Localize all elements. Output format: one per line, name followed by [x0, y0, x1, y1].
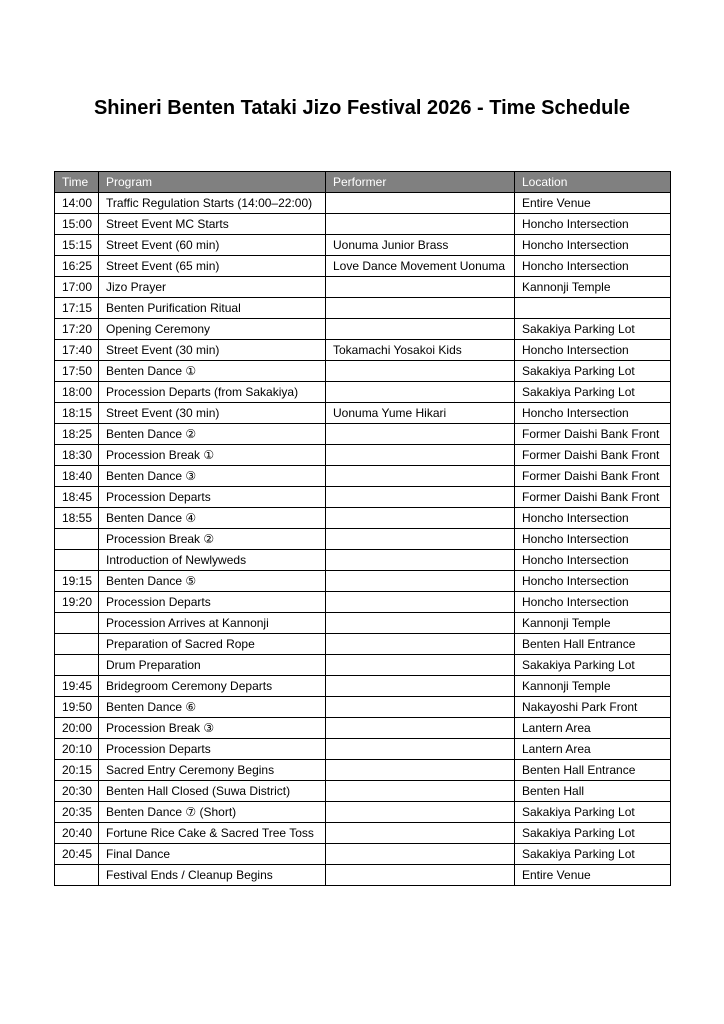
cell-location: Honcho Intersection: [515, 571, 671, 592]
table-row: [55, 739, 671, 760]
cell-performer: [326, 844, 515, 865]
cell-location: Sakakiya Parking Lot: [515, 319, 671, 340]
cell-location: Honcho Intersection: [515, 256, 671, 277]
cell-program: Drum Preparation: [99, 655, 326, 676]
cell-performer: [326, 592, 515, 613]
cell-location: Lantern Area: [515, 718, 671, 739]
table-row: [55, 466, 671, 487]
cell-time: [55, 613, 99, 634]
table-row: [55, 844, 671, 865]
table-row: [55, 781, 671, 802]
cell-location: Sakakiya Parking Lot: [515, 823, 671, 844]
cell-location: Honcho Intersection: [515, 529, 671, 550]
cell-time: 14:00: [55, 193, 99, 214]
cell-location: Sakakiya Parking Lot: [515, 361, 671, 382]
cell-time: 18:40: [55, 466, 99, 487]
table-row: [55, 592, 671, 613]
cell-program: Introduction of Newlyweds: [99, 550, 326, 571]
table-row: [55, 298, 671, 319]
cell-time: 19:15: [55, 571, 99, 592]
cell-program: Procession Break ①: [99, 445, 326, 466]
table-row: [55, 571, 671, 592]
table-row: [55, 865, 671, 886]
cell-time: [55, 655, 99, 676]
cell-location: Benten Hall Entrance: [515, 760, 671, 781]
cell-program: Procession Departs: [99, 739, 326, 760]
cell-location: Honcho Intersection: [515, 235, 671, 256]
cell-time: 15:00: [55, 214, 99, 235]
cell-location: Kannonji Temple: [515, 676, 671, 697]
cell-performer: [326, 361, 515, 382]
cell-time: [55, 634, 99, 655]
cell-location: Sakakiya Parking Lot: [515, 844, 671, 865]
cell-program: Traffic Regulation Starts (14:00–22:00): [99, 193, 326, 214]
table-row: [55, 403, 671, 424]
cell-program: Jizo Prayer: [99, 277, 326, 298]
cell-program: Preparation of Sacred Rope: [99, 634, 326, 655]
cell-location: Sakakiya Parking Lot: [515, 655, 671, 676]
table-row: [55, 802, 671, 823]
cell-performer: [326, 529, 515, 550]
cell-time: 20:35: [55, 802, 99, 823]
cell-time: 19:50: [55, 697, 99, 718]
cell-program: Benten Dance ⑦ (Short): [99, 802, 326, 823]
cell-location: Honcho Intersection: [515, 214, 671, 235]
cell-time: 17:00: [55, 277, 99, 298]
table-header-row: [55, 172, 671, 193]
table-row: [55, 424, 671, 445]
cell-program: Benten Dance ①: [99, 361, 326, 382]
cell-performer: [326, 739, 515, 760]
cell-performer: Tokamachi Yosakoi Kids: [326, 340, 515, 361]
cell-performer: [326, 487, 515, 508]
cell-program: Street Event (30 min): [99, 403, 326, 424]
cell-location: Honcho Intersection: [515, 508, 671, 529]
cell-program: Bridegroom Ceremony Departs: [99, 676, 326, 697]
cell-location: Lantern Area: [515, 739, 671, 760]
cell-location: Honcho Intersection: [515, 340, 671, 361]
table-row: [55, 340, 671, 361]
cell-program: Benten Dance ④: [99, 508, 326, 529]
cell-program: Procession Arrives at Kannonji: [99, 613, 326, 634]
cell-time: 18:15: [55, 403, 99, 424]
table-row: [55, 760, 671, 781]
cell-program: Procession Departs: [99, 487, 326, 508]
cell-time: [55, 550, 99, 571]
table-row: [55, 445, 671, 466]
cell-location: Former Daishi Bank Front: [515, 424, 671, 445]
cell-location: Sakakiya Parking Lot: [515, 802, 671, 823]
cell-location: Entire Venue: [515, 865, 671, 886]
cell-time: [55, 529, 99, 550]
cell-time: 17:50: [55, 361, 99, 382]
table-row: [55, 676, 671, 697]
table-row: [55, 613, 671, 634]
cell-performer: [326, 676, 515, 697]
cell-location: Honcho Intersection: [515, 550, 671, 571]
cell-performer: [326, 277, 515, 298]
table-row: [55, 634, 671, 655]
cell-program: Benten Dance ⑤: [99, 571, 326, 592]
cell-time: 19:45: [55, 676, 99, 697]
cell-performer: [326, 214, 515, 235]
cell-time: 19:20: [55, 592, 99, 613]
cell-location: Former Daishi Bank Front: [515, 487, 671, 508]
cell-program: Benten Dance ⑥: [99, 697, 326, 718]
cell-performer: [326, 382, 515, 403]
table-row: [55, 256, 671, 277]
cell-time: 18:30: [55, 445, 99, 466]
schedule-table-body: [55, 193, 671, 886]
cell-time: 20:30: [55, 781, 99, 802]
cell-time: 17:15: [55, 298, 99, 319]
cell-performer: [326, 802, 515, 823]
table-row: [55, 487, 671, 508]
table-row: [55, 823, 671, 844]
table-row: [55, 718, 671, 739]
cell-time: 20:15: [55, 760, 99, 781]
cell-performer: [326, 718, 515, 739]
cell-location: Benten Hall Entrance: [515, 634, 671, 655]
column-header-time: Time: [55, 172, 99, 193]
cell-program: Benten Purification Ritual: [99, 298, 326, 319]
cell-performer: Uonuma Yume Hikari: [326, 403, 515, 424]
cell-location: Honcho Intersection: [515, 403, 671, 424]
cell-location: Sakakiya Parking Lot: [515, 382, 671, 403]
cell-performer: [326, 193, 515, 214]
page-title: Shineri Benten Tataki Jizo Festival 2026 - Time Schedule: [93, 97, 631, 119]
cell-location: Kannonji Temple: [515, 613, 671, 634]
cell-performer: [326, 697, 515, 718]
cell-performer: [326, 655, 515, 676]
column-header-location: Location: [515, 172, 671, 193]
cell-performer: [326, 298, 515, 319]
cell-time: 20:00: [55, 718, 99, 739]
table-row: [55, 529, 671, 550]
column-header-program: Program: [99, 172, 326, 193]
cell-location: Benten Hall: [515, 781, 671, 802]
cell-program: Procession Break ③: [99, 718, 326, 739]
table-row: [55, 277, 671, 298]
cell-program: Fortune Rice Cake & Sacred Tree Toss: [99, 823, 326, 844]
cell-location: [515, 298, 671, 319]
cell-program: Opening Ceremony: [99, 319, 326, 340]
cell-performer: [326, 319, 515, 340]
cell-time: 20:45: [55, 844, 99, 865]
cell-program: Benten Dance ③: [99, 466, 326, 487]
table-row: [55, 655, 671, 676]
cell-time: 18:00: [55, 382, 99, 403]
table-row: [55, 697, 671, 718]
cell-performer: [326, 571, 515, 592]
cell-program: Benten Dance ②: [99, 424, 326, 445]
table-row: [55, 235, 671, 256]
cell-performer: Uonuma Junior Brass: [326, 235, 515, 256]
cell-performer: [326, 466, 515, 487]
cell-program: Festival Ends / Cleanup Begins: [99, 865, 326, 886]
cell-time: 16:25: [55, 256, 99, 277]
cell-time: 18:25: [55, 424, 99, 445]
cell-program: Street Event (30 min): [99, 340, 326, 361]
cell-location: Entire Venue: [515, 193, 671, 214]
cell-location: Kannonji Temple: [515, 277, 671, 298]
cell-time: 20:40: [55, 823, 99, 844]
cell-program: Procession Departs (from Sakakiya): [99, 382, 326, 403]
cell-performer: Love Dance Movement Uonuma: [326, 256, 515, 277]
cell-performer: [326, 781, 515, 802]
cell-program: Street Event (60 min): [99, 235, 326, 256]
cell-program: Procession Break ②: [99, 529, 326, 550]
cell-time: [55, 865, 99, 886]
cell-location: Honcho Intersection: [515, 592, 671, 613]
schedule-table: [54, 171, 671, 886]
cell-performer: [326, 823, 515, 844]
cell-performer: [326, 865, 515, 886]
cell-performer: [326, 760, 515, 781]
cell-location: Former Daishi Bank Front: [515, 466, 671, 487]
table-row: [55, 508, 671, 529]
cell-location: Former Daishi Bank Front: [515, 445, 671, 466]
cell-performer: [326, 613, 515, 634]
cell-time: 17:40: [55, 340, 99, 361]
table-row: [55, 214, 671, 235]
cell-performer: [326, 445, 515, 466]
cell-location: Nakayoshi Park Front: [515, 697, 671, 718]
cell-program: Street Event (65 min): [99, 256, 326, 277]
cell-performer: [326, 550, 515, 571]
cell-performer: [326, 424, 515, 445]
cell-time: 20:10: [55, 739, 99, 760]
cell-time: 18:45: [55, 487, 99, 508]
cell-program: Final Dance: [99, 844, 326, 865]
column-header-performer: Performer: [326, 172, 515, 193]
table-row: [55, 319, 671, 340]
cell-time: 15:15: [55, 235, 99, 256]
cell-program: Sacred Entry Ceremony Begins: [99, 760, 326, 781]
cell-time: 17:20: [55, 319, 99, 340]
table-row: [55, 550, 671, 571]
table-row: [55, 193, 671, 214]
cell-performer: [326, 634, 515, 655]
cell-performer: [326, 508, 515, 529]
table-row: [55, 361, 671, 382]
cell-program: Benten Hall Closed (Suwa District): [99, 781, 326, 802]
cell-program: Street Event MC Starts: [99, 214, 326, 235]
cell-time: 18:55: [55, 508, 99, 529]
cell-program: Procession Departs: [99, 592, 326, 613]
table-row: [55, 382, 671, 403]
